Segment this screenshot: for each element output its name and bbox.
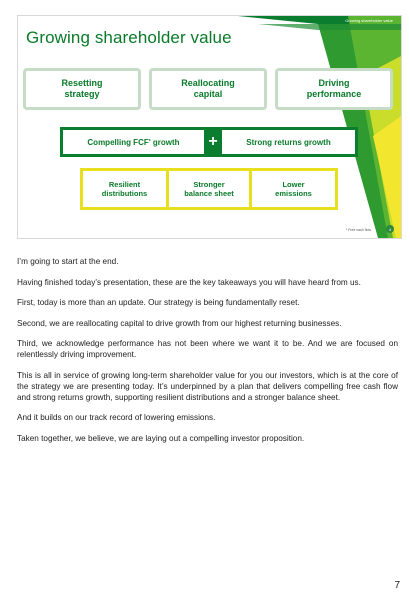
outcome-line2: emissions <box>275 189 312 198</box>
pillar-reallocating-capital <box>149 68 267 110</box>
paragraph: Second, we are reallocating capital to drive growth from our highest returning businesses. <box>17 318 342 328</box>
fcf-growth-label <box>63 130 204 154</box>
fcf-growth-suffix: growth <box>150 137 180 147</box>
outcome-line1: Lower <box>282 180 305 189</box>
plus-icon: + <box>204 127 222 157</box>
paragraph: Third, we acknowledge performance has not been where we want it to be. And we are focused on relentlessly driving improvement. <box>17 339 398 359</box>
pillar-line2: performance <box>306 89 362 99</box>
slide-title: Growing shareholder value <box>26 28 232 47</box>
pillar-driving-performance <box>275 68 393 110</box>
slide-footnote: * Free cash flow <box>345 228 371 232</box>
outcomes-bar <box>80 168 338 210</box>
outcome-resilient-distributions <box>83 171 166 207</box>
slide-header-tag: Growing shareholder value <box>345 18 393 23</box>
slide-number-badge: 4 <box>386 225 394 233</box>
paragraph: And it builds on our track record of lowering emissions. <box>17 413 216 422</box>
fcf-footnote-marker: * <box>148 139 151 145</box>
pillar-line2: capital <box>193 89 223 99</box>
pillar-line1: Reallocating <box>181 78 235 88</box>
fcf-growth-text: Compelling FCF <box>87 137 149 147</box>
pillar-line1: Resetting <box>61 78 103 88</box>
slide <box>17 15 402 239</box>
pillar-resetting-strategy <box>23 68 141 110</box>
outcome-line1: Resilient <box>108 180 141 189</box>
growth-drivers-bar <box>60 127 358 157</box>
pillar-line1: Driving <box>318 78 350 88</box>
outcome-line2: balance sheet <box>184 189 234 198</box>
outcome-lower-emissions <box>252 171 335 207</box>
outcome-line1: Stronger <box>193 180 225 189</box>
paragraph: Taken together, we believe, we are laying out a compelling investor proposition. <box>17 433 305 443</box>
outcome-stronger-balance-sheet <box>169 171 249 207</box>
returns-growth-label: Strong returns growth <box>246 137 331 147</box>
speech-transcript <box>17 256 398 453</box>
pillar-line2: strategy <box>64 89 100 99</box>
paragraph: First, today is more than an update. Our strategy is being fundamentally reset. <box>17 298 300 307</box>
page-number: 7 <box>394 580 400 591</box>
paragraph: Having finished today’s presentation, these are the key takeaways you will have heard from us. <box>17 277 361 287</box>
paragraph: This is all in service of growing long-term shareholder value for you our investors, which is at the core of the strategy we are presenting today. It’s underpinned by a plan that delivers compelling free cash flow and strong returns growth, supporting resilient distributions and a stronger balance sheet. <box>17 370 398 402</box>
paragraph: I’m going to start at the end. <box>17 257 119 266</box>
outcome-line2: distributions <box>101 189 148 198</box>
